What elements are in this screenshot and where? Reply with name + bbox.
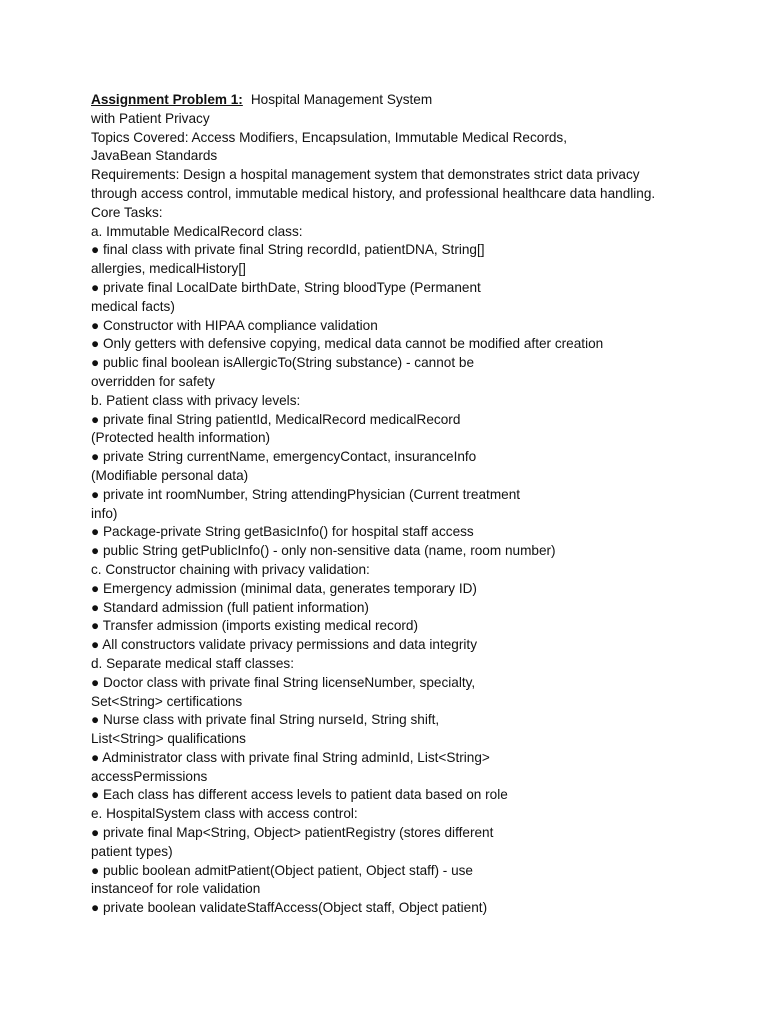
text-line: Topics Covered: Access Modifiers, Encapsulation, Immutable Medical Records, bbox=[91, 129, 567, 145]
text-line: ● private String currentName, emergencyContact, insuranceInfo bbox=[91, 449, 477, 465]
text-line: ● Emergency admission (minimal data, generates temporary ID) bbox=[91, 580, 477, 596]
text-line: ● Only getters with defensive copying, medical data cannot be modified after creation bbox=[91, 336, 604, 352]
text-line: d. Separate medical staff classes: bbox=[91, 655, 295, 671]
text-line: (Protected health information) bbox=[91, 430, 271, 446]
assignment-title: Hospital Management System bbox=[250, 92, 433, 107]
text-line: ● Doctor class with private final String licenseNumber, specialty, bbox=[91, 674, 476, 690]
text-line: ● public String getPublicInfo() - only non-sensitive data (name, room number) bbox=[91, 543, 556, 559]
text-line: ● Each class has different access levels to patient data based on role bbox=[91, 787, 508, 803]
text-line: Core Tasks: bbox=[91, 204, 163, 220]
text-line: ● private final LocalDate birthDate, String bloodType (Permanent bbox=[91, 279, 481, 295]
text-line: ● private final Map<String, Object> patientRegistry (stores different bbox=[91, 825, 494, 841]
text-line: List<String> qualifications bbox=[91, 731, 246, 747]
text-line: ● public final boolean isAllergicTo(String substance) - cannot be bbox=[91, 355, 475, 371]
text-line: ● private boolean validateStaffAccess(Object staff, Object patient) bbox=[91, 900, 488, 916]
text-line: a. Immutable MedicalRecord class: bbox=[91, 223, 303, 239]
text-line: medical facts) bbox=[91, 298, 175, 314]
text-line: Set<String> certifications bbox=[91, 693, 243, 709]
heading-line bbox=[91, 91, 751, 110]
text-line: ● private int roomNumber, String attendingPhysician (Current treatment bbox=[91, 486, 521, 502]
text-line: JavaBean Standards bbox=[91, 148, 218, 164]
text-line: ● Administrator class with private final String adminId, List<String> bbox=[91, 749, 490, 765]
text-line: instanceof for role validation bbox=[91, 881, 261, 897]
text-line: ● Standard admission (full patient information) bbox=[91, 599, 369, 615]
text-line: through access control, immutable medical history, and professional healthcare data handling. bbox=[91, 185, 656, 201]
text-line: b. Patient class with privacy levels: bbox=[91, 392, 301, 408]
text-line: c. Constructor chaining with privacy validation: bbox=[91, 561, 370, 577]
text-line: ● public boolean admitPatient(Object patient, Object staff) - use bbox=[91, 862, 473, 878]
text-line: patient types) bbox=[91, 843, 173, 859]
text-line: overridden for safety bbox=[91, 373, 215, 389]
text-line: ● All constructors validate privacy permissions and data integrity bbox=[91, 637, 477, 653]
text-line: info) bbox=[91, 505, 118, 521]
text-line: ● Nurse class with private final String nurseId, String shift, bbox=[91, 712, 440, 728]
text-line: with Patient Privacy bbox=[91, 110, 210, 126]
text-line: (Modifiable personal data) bbox=[91, 467, 249, 483]
text-line: ● Transfer admission (imports existing medical record) bbox=[91, 618, 419, 634]
text-line: ● final class with private final String recordId, patientDNA, String[] bbox=[91, 242, 485, 258]
text-line: ● private final String patientId, MedicalRecord medicalRecord bbox=[91, 411, 461, 427]
text-line: accessPermissions bbox=[91, 768, 208, 784]
text-line: ● Constructor with HIPAA compliance validation bbox=[91, 317, 378, 333]
text-line: Requirements: Design a hospital management system that demonstrates strict data privacy bbox=[91, 167, 640, 183]
assignment-label: Assignment Problem 1: bbox=[91, 92, 243, 107]
text-line: allergies, medicalHistory[] bbox=[91, 261, 246, 277]
document-body bbox=[91, 110, 751, 918]
document-page bbox=[91, 91, 751, 918]
text-line: e. HospitalSystem class with access control: bbox=[91, 806, 358, 822]
text-line: ● Package-private String getBasicInfo() for hospital staff access bbox=[91, 524, 474, 540]
